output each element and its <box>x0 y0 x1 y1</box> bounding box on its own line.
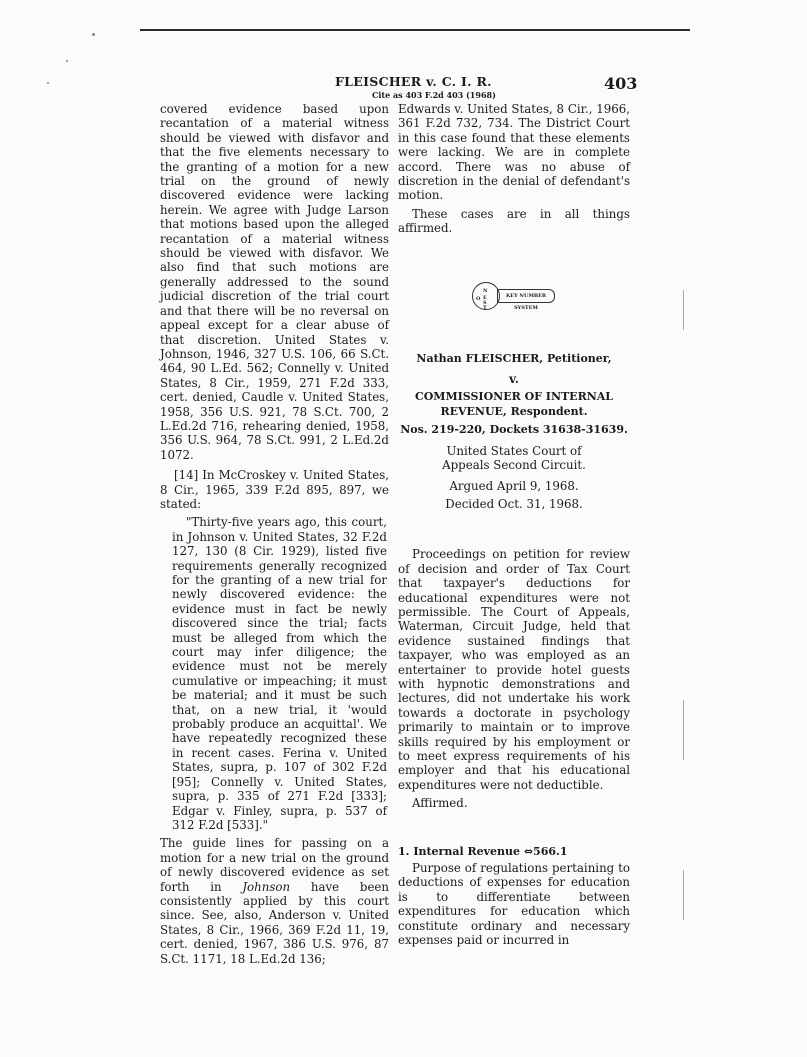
left-paragraph-3-end: have been consistently applied by this court since. See, also, Anderson v. United States, 8 Cir., 1966, 369 F.2d 11, 19, cert. denied, 1967, 386 U.S. 976, 87 S.Ct. 1171, 18 L.Ed.2d 136; <box>160 879 389 966</box>
scan-margin-line <box>683 870 684 920</box>
key-number-system-logo <box>472 280 564 312</box>
scan-speck <box>92 33 95 36</box>
key-logo-bow <box>472 282 500 310</box>
key-logo-letter: N <box>483 287 488 294</box>
caption-court: United States Court of Appeals Second Circuit. <box>442 443 586 473</box>
key-logo-shaft: KEY NUMBER SYSTEM <box>497 289 555 303</box>
page-number: 403 <box>604 74 638 93</box>
left-paragraph-1: covered evidence based upon recantation of a material witness should be viewed with disfavor and that the five elements necessary to the granting of a motion for a new trial on the ground of newly discovered evidence were lacking herein. We agree with Judge Larson that motions based upon the alleged recantation of a material witness should be viewed with disfavor. We also find that such motions are generally addressed to the sound judicial discretion of the trial court and that there will be no reversal on appeal except for a clear abuse of that discretion. United States v. Johnson, 1946, 327 U.S. 106, 66 S.Ct. 464, 90 L.Ed. 562; Connelly v. United States, 8 Cir., 1959, 271 F.2d 333, cert. denied, Caudle v. United States, 1958, 356 U.S. 921, 78 S.Ct. 700, 2 L.Ed.2d 716, rehearing denied, 1958, 356 U.S. 964, 78 S.Ct. 991, 2 L.Ed.2d 1072. <box>160 102 389 462</box>
caption-decided: Decided Oct. 31, 1968. <box>445 496 583 511</box>
caption-argued: Argued April 9, 1968. <box>449 478 579 493</box>
right-paragraph-2: These cases are in all things affirmed. <box>398 206 630 236</box>
left-paragraph-2: [14] In McCroskey v. United States, 8 Cir., 1965, 339 F.2d 895, 897, we stated: <box>160 468 389 511</box>
citation-line: Cite as 403 F.2d 403 (1968) <box>372 90 496 100</box>
caption-respondent: COMMISSIONER OF INTERNAL REVENUE, Respondent. <box>414 390 614 418</box>
top-rule <box>140 29 690 31</box>
key-logo-letter: T <box>483 304 487 311</box>
left-column <box>160 102 389 966</box>
headnote-text: Purpose of regulations pertaining to deductions of expenses for education is to differentiate between expenditures for education which constitute ordinary and necessary expenses paid or incurred in <box>398 861 630 948</box>
scan-speck <box>47 82 49 84</box>
disposition: Affirmed. <box>412 796 468 811</box>
case-name-italic: Johnson <box>242 879 291 894</box>
caption-petitioner: Nathan FLEISCHER, Petitioner, <box>416 351 612 365</box>
caption-dockets: Nos. 219-220, Dockets 31638-31639. <box>400 423 628 437</box>
scan-speck <box>66 60 68 62</box>
left-paragraph-3-start: The guide lines for passing on a motion for a new trial on the ground of newly discovered evidence as set forth in <box>160 836 389 894</box>
right-paragraph-1: Edwards v. United States, 8 Cir., 1966, 361 F.2d 732, 734. The District Court in this case found that these elements were lacking. We are in complete accord. There was no abuse of discretion in the denial of defendant's motion. <box>398 102 630 203</box>
synopsis: Proceedings on petition for review of decision and order of Tax Court that taxpayer's deductions for educational expenditures were not permissible. The Court of Appeals, Waterman, Circuit Judge, held that evidence sustained findings that taxpayer, who was employed as an entertainer to provide hotel guests with hypnotic demonstrations and lectures, did not undertake his work towards a doctorate in psychology primarily to maintain or to improve skills required by his employment or to meet express requirements of his employer and that his educational expenditures were not deductible. <box>398 547 630 792</box>
key-logo-letter: E <box>483 294 487 301</box>
key-logo-letter: O <box>476 295 481 302</box>
scan-margin-line <box>683 290 684 330</box>
running-title: FLEISCHER v. C. I. R. <box>335 74 492 89</box>
headnote-title: 1. Internal Revenue ⇔566.1 <box>398 844 568 858</box>
right-column <box>398 102 630 947</box>
key-logo-letter: S <box>483 299 487 306</box>
left-paragraph-3 <box>160 836 389 966</box>
scan-margin-line <box>683 700 684 760</box>
block-quote: "Thirty-five years ago, this court, in Johnson v. United States, 32 F.2d 127, 130 (8 Cir. 1929), listed five requirements generally recognized for the granting of a new trial for newly discovered evidence: the evidence must in fact be newly discovered since the trial; facts must be alleged from which the court may infer diligence; the evidence must not be merely cumulative or impeaching; it must be material; and it must be such that, on a new trial, it 'would probably produce an acquittal'. We have repeatedly recognized these in recent cases. Ferina v. United States, supra, p. 107 of 302 F.2d [95]; Connelly v. United States, supra, p. 335 of 271 F.2d [333]; Edgar v. Finley, supra, p. 537 of 312 F.2d [533]." <box>172 515 387 832</box>
caption-versus: v. <box>509 372 519 387</box>
